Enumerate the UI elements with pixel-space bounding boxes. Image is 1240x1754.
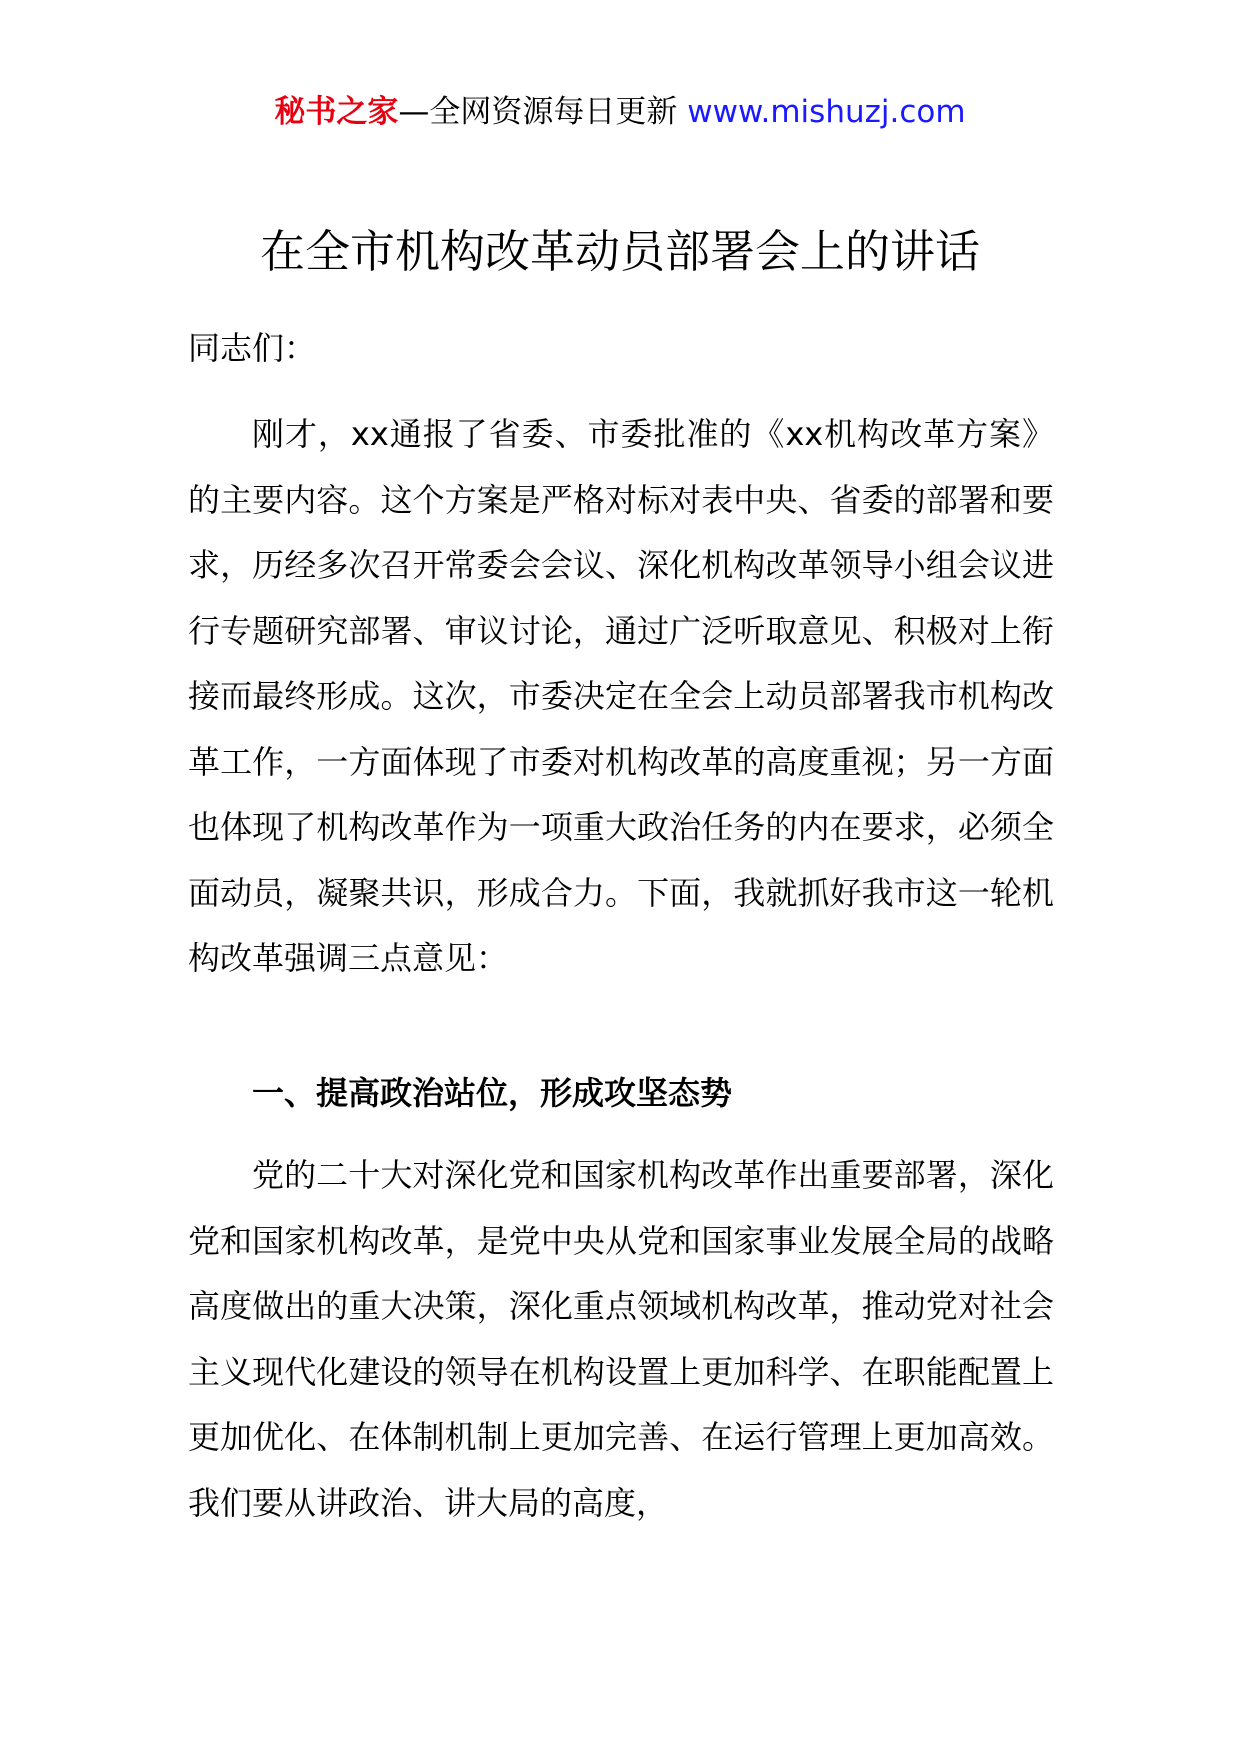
site-tagline: —全网资源每日更新 (398, 94, 688, 130)
document-title: 在全市机构改革动员部署会上的讲话 (259, 225, 980, 278)
site-header (0, 92, 1240, 132)
salutation: 同志们： (188, 329, 317, 367)
paragraph-1: 刚才，xx通报了省委、市委批准的《xx机构改革方案》的主要内容。这个方案是严格对标对表中央、省委的部署和要求，历经多次召开常委会会议、深化机构改革领导小组会议进行专题研究部署、审议讨论，通过广泛听取意见、积极对上衔接而最终形成。这次，市委决定在全会上动员部署我市机构改革工作，一方面体现了市委对机构改革的高度重视；另一方面也体现了机构改革作为一项重大政治任务的内在要求，必须全面动员，凝聚共识，形成合力。下面，我就抓好我市这一轮机构改革强调三点意见： (188, 415, 1054, 977)
section-heading-1: 一、提高政治站位，形成攻坚态势 (252, 1074, 733, 1112)
paragraph-2: 党的二十大对深化党和国家机构改革作出重要部署，深化党和国家机构改革，是党中央从党和国家事业发展全局的战略高度做出的重大决策，深化重点领域机构改革，推动党对社会主义现代化建设的领导在机构设置上更加科学、在职能配置上更加优化、在体制机制上更加完善、在运行管理上更加高效。我们要从讲政治、讲大局的高度， (188, 1156, 1054, 1522)
site-url-link[interactable]: www.mishuzj.com (687, 94, 966, 130)
site-brand: 秘书之家 (274, 94, 399, 130)
